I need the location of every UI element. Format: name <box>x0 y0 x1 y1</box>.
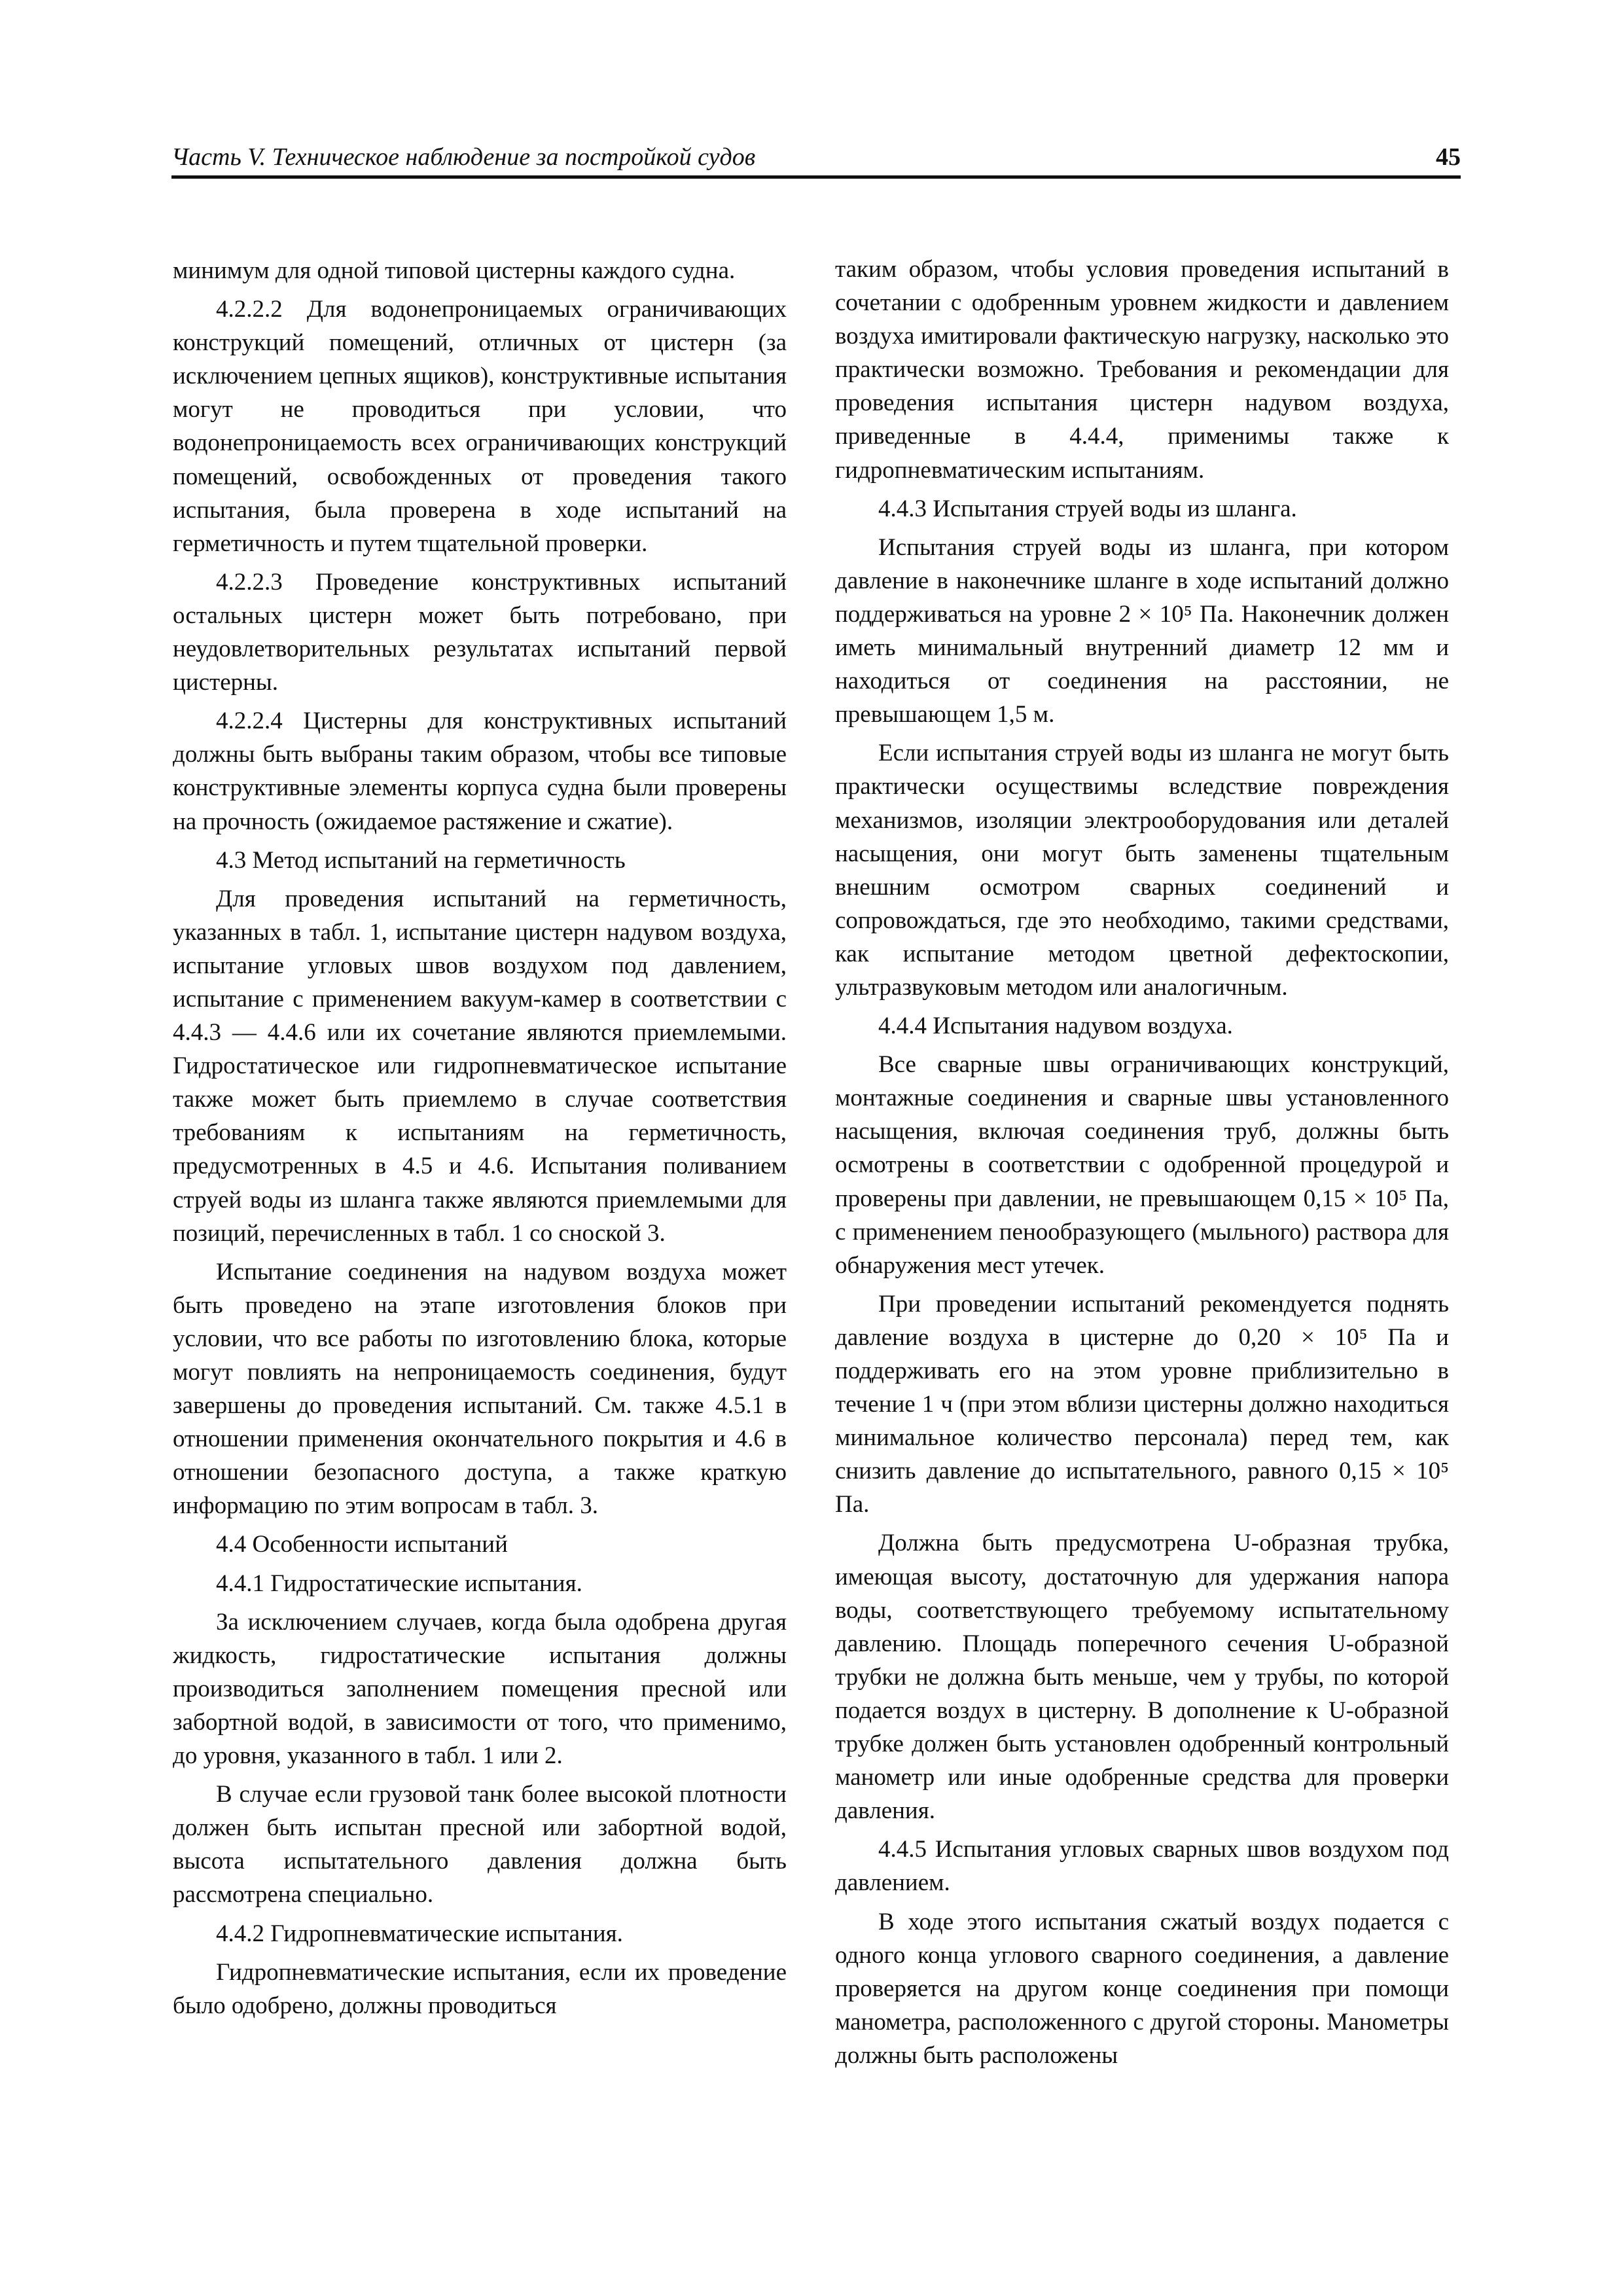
paragraph-text: Гидропневматические испытания, если их проведение было одобрено, должны проводиться <box>173 1958 787 2019</box>
paragraph-text: Испытание соединения на надувом воздуха может быть проведено на этапе изготовления блоков при условии, что все работы по изготовлению блока, которые могут повлиять на непроницаемость соединения, будут завершены до проведения испытаний. См. также 4.5.1 в отношении применения окончательного покрытия и 4.6 в отношении безопасного доступа, а также краткую информацию по этим вопросам в табл. 3. <box>173 1258 787 1520</box>
paragraph <box>173 1528 787 1561</box>
paragraph <box>173 293 787 560</box>
paragraph-text: Должна быть предусмотрена U-образная трубка, имеющая высоту, достаточную для удержания напора воды, соответствующего требуемому испытательному давлению. Площадь поперечного сечения U-образной трубки не должна быть меньше, чем у трубы, по которой подается воздух в цистерну. В дополнение к U-образной трубке должен быть установлен одобренный контрольный манометр или иные одобренные средства для проверки давления. <box>835 1530 1449 1825</box>
paragraph <box>173 1255 787 1523</box>
section-number: 4.2.2.3 <box>216 568 283 596</box>
paragraph-text: При проведении испытаний рекомендуется поднять давление воздуха в цистерне до 0,20 × 10⁵ Па и поддерживать его на этом уровне приблизительно в течение 1 ч (при этом вблизи цистерны должно находиться минимальное количество персонала) перед тем, как снизить давление до испытательного, равного 0,15 × 10⁵ Па. <box>835 1290 1449 1518</box>
paragraph <box>835 1833 1449 1899</box>
paragraph <box>835 1905 1449 2072</box>
right-column <box>835 253 1449 2077</box>
running-header <box>171 143 1461 179</box>
paragraph <box>835 253 1449 487</box>
paragraph <box>173 882 787 1250</box>
section-number: 4.2.2.4 <box>216 708 283 735</box>
paragraph-text: 4.3 Метод испытаний на герметичность <box>216 846 626 874</box>
paragraph-text: Проведение конструктивных испытаний остальных цистерн может быть потребовано, при неудовлетворительных результатах испытаний первой цистерны. <box>173 568 787 696</box>
left-column <box>173 254 787 2028</box>
paragraph <box>173 844 787 877</box>
paragraph-text: В ходе этого испытания сжатый воздух подается с одного конца углового сварного соединения, а давление проверяется на другом конце соединения при помощи манометра, расположенного с другой стороны. Манометры должны быть расположены <box>835 1908 1449 2069</box>
paragraph-text: За исключением случаев, когда была одобрена другая жидкость, гидростатические испытания должны производиться заполнением помещения пресной или забортной водой, в зависимости от того, что применимо, до уровня, указанного в табл. 1 или 2. <box>173 1608 787 1770</box>
paragraph-text: Испытания надувом воздуха. <box>927 1013 1233 1040</box>
section-number: 4.4.5 <box>878 1836 927 1863</box>
paragraph <box>173 1778 787 1911</box>
paragraph-text: Все сварные швы ограничивающих конструкций, монтажные соединения и сварные швы установленного насыщения, включая соединения труб, должны быть осмотрены в соответствии с одобренной процедурой и проверены при давлении, не превышающем 0,15 × 10⁵ Па, с применением пенообразующего (мыльного) раствора для обнаружения мест утечек. <box>835 1051 1449 1279</box>
header-rule <box>171 175 1461 179</box>
paragraph <box>835 492 1449 526</box>
paragraph-text: Для проведения испытаний на герметичность, указанных в табл. 1, испытание цистерн надувом воздуха, испытание угловых швов воздухом под давлением, испытание с применением вакуум-камер в соответствии с 4.4.3 — 4.4.6 или их сочетание являются приемлемыми. Гидростатическое или гидропневматическое испытание также может быть приемлемо в случае соответствия требованиям к испытаниям на герметичность, предусмотренных в 4.5 и 4.6. Испытания поливанием струей воды из шланга также являются приемлемыми для позиций, перечисленных в табл. 1 со сноской 3. <box>173 885 787 1247</box>
header-title: Часть V. Техническое наблюдение за постройкой судов <box>171 143 756 171</box>
paragraph-text: Для водонепроницаемых ограничивающих конструкций помещений, отличных от цистерн (за исключением цепных ящиков), конструктивные испытания могут не проводиться при условии, что водонепроницаемость всех ограничивающих конструкций помещений, освобожденных от проведения такого испытания, была проверена в ходе испытаний на герметичность и путем тщательной проверки. <box>173 296 787 557</box>
paragraph <box>173 254 787 287</box>
paragraph-text: 4.4 Особенности испытаний <box>216 1531 508 1558</box>
paragraph <box>173 565 787 699</box>
paragraph-text: минимум для одной типовой цистерны каждого судна. <box>173 257 736 284</box>
section-number: 4.4.2 <box>216 1920 264 1947</box>
paragraph-text: Испытания струей воды из шланга, при котором давление в наконечнике шланге в ходе испытаний должно поддерживаться на уровне 2 × 10⁵ Па. Наконечник должен иметь минимальный внутренний диаметр 12 мм и находиться от соединения на расстоянии, не превышающем 1,5 м. <box>835 533 1449 728</box>
section-number: 4.2.2.2 <box>216 296 283 323</box>
paragraph <box>173 704 787 838</box>
page-number: 45 <box>1436 143 1461 171</box>
paragraph <box>173 1956 787 2022</box>
paragraph <box>835 531 1449 732</box>
paragraph <box>835 1526 1449 1827</box>
paragraph <box>835 1009 1449 1043</box>
paragraph-text: Гидропневматические испытания. <box>264 1920 623 1947</box>
paragraph <box>835 736 1449 1004</box>
paragraph <box>173 1917 787 1950</box>
section-number: 4.4.4 <box>878 1013 927 1040</box>
paragraph-text: 4.4.1 Гидростатические испытания. <box>216 1570 582 1597</box>
paragraph <box>835 1048 1449 1282</box>
paragraph-text: В случае если грузовой танк более высокой плотности должен быть испытан пресной или забортной водой, высота испытательного давления должна быть рассмотрена специально. <box>173 1781 787 1909</box>
paragraph <box>173 1567 787 1600</box>
paragraph <box>835 1287 1449 1522</box>
paragraph-text: Испытания струей воды из шланга. <box>927 495 1297 522</box>
paragraph <box>173 1605 787 1772</box>
paragraph-text: таким образом, чтобы условия проведения испытаний в сочетании с одобренным уровнем жидкости и давлением воздуха имитировали фактическую нагрузку, насколько это практически возможно. Требования и рекомендации для проведения испытания цистерн надувом воздуха, приведенные в 4.4.4, применимы также к гидропневматическим испытаниям. <box>835 256 1449 484</box>
paragraph-text: Если испытания струей воды из шланга не могут быть практически осуществимы вследствие повреждения механизмов, изоляции электрооборудования или деталей насыщения, они могут быть заменены тщательным внешним осмотром сварных соединений и сопровождаться, где это необходимо, такими средствами, как испытание методом цветной дефектоскопии, ультразвуковым методом или аналогичным. <box>835 740 1449 1001</box>
paragraph-text: Испытания угловых сварных швов воздухом под давлением. <box>835 1836 1449 1897</box>
paragraph-text: Цистерны для конструктивных испытаний должны быть выбраны таким образом, чтобы все типовые конструктивные элементы корпуса судна были проверены на прочность (ожидаемое растяжение и сжатие). <box>173 708 787 835</box>
section-number: 4.4.3 <box>878 495 927 522</box>
